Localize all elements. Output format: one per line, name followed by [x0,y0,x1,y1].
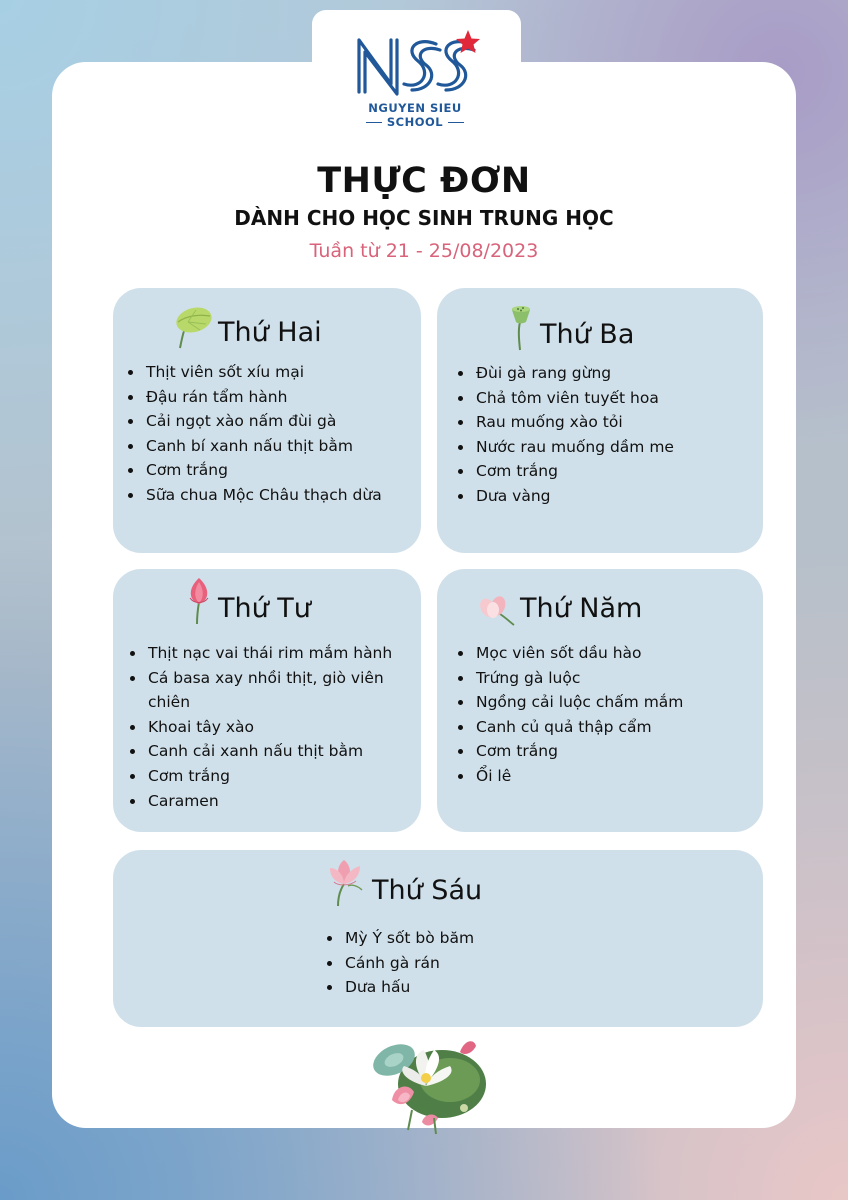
menu-item: Đậu rán tẩm hành [126,385,411,410]
menu-item: Canh cải xanh nấu thịt bằm [128,739,413,764]
week-range: Tuần từ 21 - 25/08/2023 [309,240,539,262]
day-heading-friday [324,856,482,908]
menu-item: Cá basa xay nhồi thịt, giò viên chiên [128,666,413,715]
menu-item: Canh củ quả thập cẩm [456,715,756,740]
lotus-bloom-icon [324,856,368,908]
menu-item: Trứng gà luộc [456,666,756,691]
menu-item: Thịt viên sốt xíu mại [126,360,411,385]
day-title-tuesday: Thứ Ba [540,319,635,350]
menu-item: Cơm trắng [456,459,756,484]
menu-item: Dưa hấu [325,975,625,1000]
day-title-thursday: Thứ Năm [520,593,643,624]
menu-item: Ổi lê [456,764,756,789]
menu-item: Chả tôm viên tuyết hoa [456,386,756,411]
lotus-leaf-icon [166,304,214,350]
menu-item: Dưa vàng [456,484,756,509]
menu-item: Mỳ Ý sốt bò băm [325,926,625,951]
page-title: THỰC ĐƠN [317,161,531,201]
menu-item: Rau muống xào tỏi [456,410,756,435]
menu-item: Cải ngọt xào nấm đùi gà [126,409,411,434]
menu-item: Thịt nạc vai thái rim mắm hành [128,641,413,666]
page-subtitle: DÀNH CHO HỌC SINH TRUNG HỌC [234,206,614,230]
logo-name: NGUYEN SIEU [368,101,462,115]
menu-item: Mọc viên sốt dầu hào [456,641,756,666]
menu-item: Cơm trắng [456,739,756,764]
menu-item: Cánh gà rán [325,951,625,976]
menu-item: Cơm trắng [128,764,413,789]
lotus-bouquet-icon [364,1030,492,1136]
menu-item: Ngồng cải luộc chấm mắm [456,690,756,715]
day-heading-tuesday [508,304,634,352]
school-logo [352,28,482,138]
menu-item: Nước rau muống dầm me [456,435,756,460]
day-heading-thursday [478,592,642,626]
menu-list-monday [126,360,411,508]
menu-item: Khoai tây xào [128,715,413,740]
nss-logo-mark [352,28,482,98]
lotus-bud-icon [184,576,214,626]
day-heading-monday [166,304,322,350]
menu-item: Đùi gà rang gừng [456,361,756,386]
lotus-seedpod-icon [508,304,536,352]
day-heading-wednesday [184,576,311,626]
menu-item: Canh bí xanh nấu thịt bằm [126,434,411,459]
day-title-wednesday: Thứ Tư [218,593,311,624]
day-title-friday: Thứ Sáu [372,875,483,906]
menu-list-tuesday [456,361,756,509]
logo-school: SCHOOL [386,115,444,129]
menu-list-wednesday [128,641,413,813]
menu-item: Caramen [128,789,413,814]
menu-item: Sữa chua Mộc Châu thạch dừa [126,483,411,508]
lotus-flower-icon [478,594,516,626]
menu-list-thursday [456,641,756,789]
menu-list-friday [325,926,625,1000]
menu-item: Cơm trắng [126,458,411,483]
day-title-monday: Thứ Hai [218,317,322,348]
